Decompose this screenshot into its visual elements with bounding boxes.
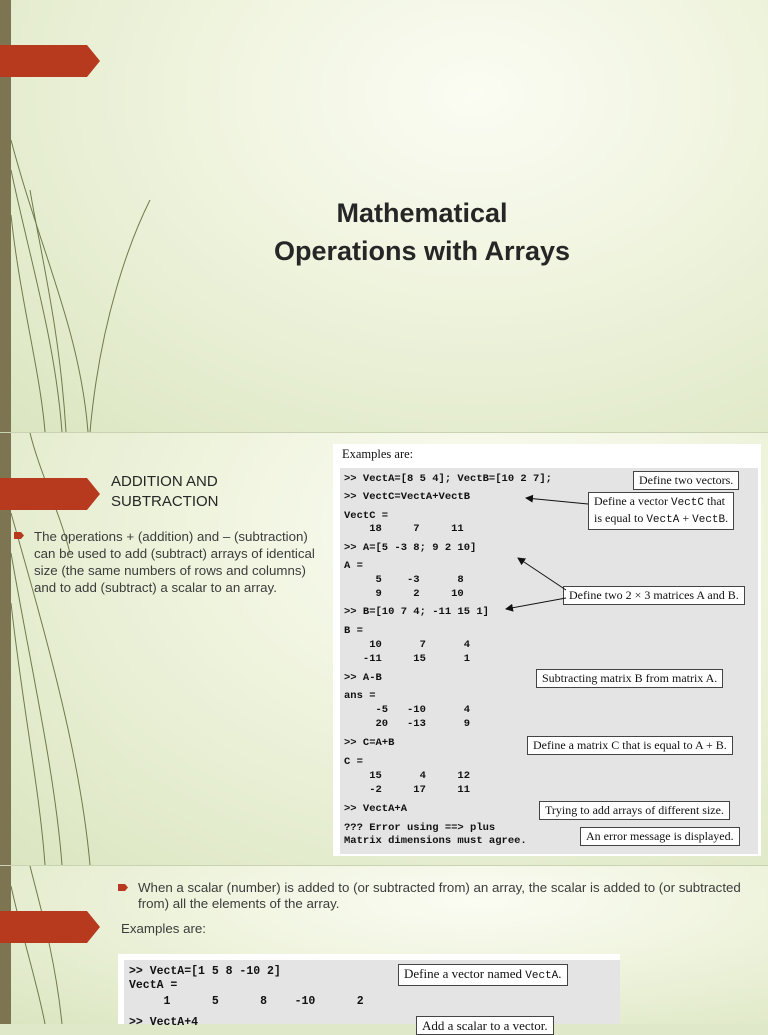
code-line: 18 7 11 xyxy=(344,523,464,535)
accent-arrow-tab xyxy=(0,45,100,77)
code-line: ??? Error using ==> plus xyxy=(344,822,496,834)
code-line: >> VectA+A xyxy=(344,803,408,815)
slide-scalar-addition xyxy=(0,866,768,1033)
code-line: 15 4 12 xyxy=(344,770,471,782)
code-line: VectC = xyxy=(344,510,389,522)
callout-text: . xyxy=(725,511,729,525)
code-line: 20 -13 9 xyxy=(344,718,471,730)
code-line: A = xyxy=(344,560,363,572)
bullet-text: The operations + (addition) and – (subtraction) can be used to add (subtract) arrays of identical size (the same numbers of rows and columns) and to add (subtract) a scalar to an array. xyxy=(34,529,315,595)
examples-label: Examples are: xyxy=(342,447,414,461)
code-line: >> A-B xyxy=(344,672,382,684)
callout-define-vector xyxy=(398,964,568,986)
callout-define-vectc xyxy=(588,492,734,530)
callout-code: VectB xyxy=(692,514,726,526)
callout-code: VectA xyxy=(646,514,680,526)
callout-text: is equal to xyxy=(594,511,647,525)
callout-text: . xyxy=(558,966,562,981)
examples-panel xyxy=(118,954,620,1033)
callout-different-size: Trying to add arrays of different size. xyxy=(539,801,730,820)
code-line: >> VectA=[8 5 4]; VectB=[10 2 7]; xyxy=(344,473,552,485)
slide-title xyxy=(0,0,768,432)
code-line: ans = xyxy=(344,690,376,702)
callout-define-matrices: Define two 2 × 3 matrices A and B. xyxy=(563,586,745,605)
code-line: VectA = xyxy=(129,979,178,992)
code-line: Matrix dimensions must agree. xyxy=(344,835,527,847)
examples-panel xyxy=(333,444,761,856)
code-line: >> VectC=VectA+VectB xyxy=(344,491,471,503)
code-line: >> B=[10 7 4; -11 15 1] xyxy=(344,606,489,618)
callout-text: Define a vector xyxy=(594,494,671,508)
callout-text: that xyxy=(703,494,725,508)
callout-define-matrix-c: Define a matrix C that is equal to A + B. xyxy=(527,736,733,755)
code-line: 10 7 4 xyxy=(344,639,471,651)
code-line: 1 5 8 -10 2 xyxy=(129,995,364,1008)
callout-code: VectA xyxy=(525,970,559,982)
callout-text: Define a vector named xyxy=(404,966,526,981)
slide-title-text xyxy=(210,194,634,270)
callout-subtracting: Subtracting matrix B from matrix A. xyxy=(536,669,723,688)
heading-line-2: SUBTRACTION xyxy=(111,493,219,510)
code-line: -11 15 1 xyxy=(344,653,471,665)
slide-addition-subtraction xyxy=(0,433,768,865)
bullet-item xyxy=(138,880,748,912)
code-line: >> VectA=[1 5 8 -10 2] xyxy=(129,965,281,978)
heading-line-1: ADDITION AND xyxy=(111,473,218,490)
code-line: 5 -3 8 xyxy=(344,574,464,586)
code-line: 9 2 10 xyxy=(344,588,464,600)
code-line: >> VectA+4 xyxy=(129,1016,199,1029)
bullet-text: When a scalar (number) is added to (or subtracted from) an array, the scalar is added to (or subtracted from) all the elements of the array. xyxy=(138,880,741,911)
accent-arrow-tab xyxy=(0,478,100,510)
code-line: B = xyxy=(344,625,363,637)
accent-arrow-tab xyxy=(0,911,100,943)
code-line: -5 -10 4 xyxy=(344,704,471,716)
code-line: -2 17 11 xyxy=(344,784,471,796)
section-heading xyxy=(111,472,271,512)
callout-add-scalar: Add a scalar to a vector. xyxy=(416,1016,554,1035)
code-line: >> A=[5 -3 8; 9 2 10] xyxy=(344,542,477,554)
callout-error-message: An error message is displayed. xyxy=(580,827,740,846)
bullet-item xyxy=(34,528,326,596)
callout-text: + xyxy=(679,511,693,525)
examples-label: Examples are: xyxy=(121,921,206,936)
code-line: C = xyxy=(344,756,363,768)
title-line-1: Mathematical xyxy=(336,198,508,228)
callout-code: VectC xyxy=(670,497,704,509)
callout-define-vectors: Define two vectors. xyxy=(633,471,739,490)
code-line: >> C=A+B xyxy=(344,737,395,749)
title-line-2: Operations with Arrays xyxy=(273,236,571,266)
